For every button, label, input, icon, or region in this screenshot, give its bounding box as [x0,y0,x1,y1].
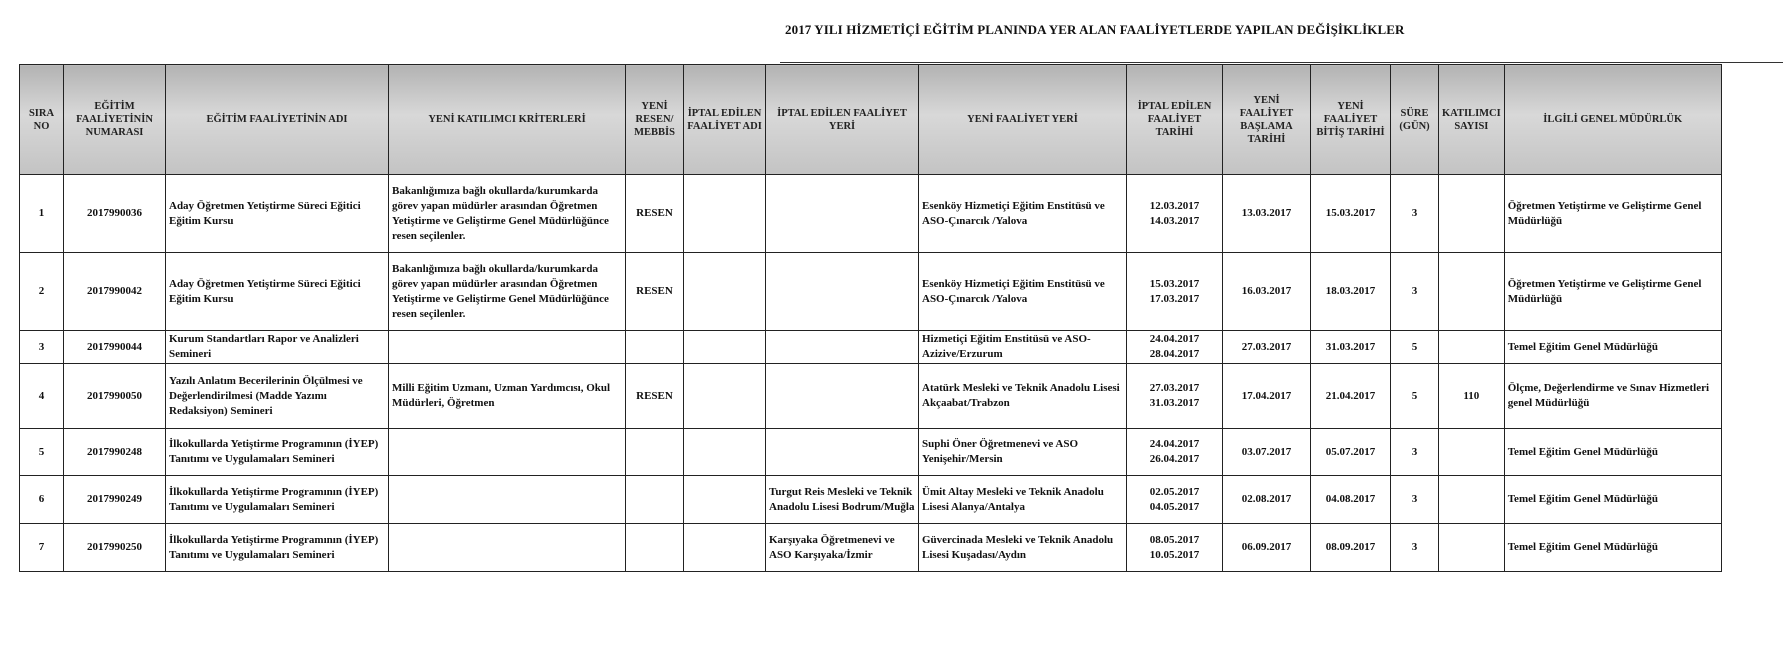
col-header-egitim-no: EĞİTİM FAALİYETİNİN NUMARASI [64,65,166,175]
col-header-resen: YENİ RESEN/ MEBBİS [626,65,684,175]
iptal-tarih-end: 04.05.2017 [1149,500,1200,513]
cell-mudurluk: Temel Eğitim Genel Müdürlüğü [1504,476,1721,524]
iptal-tarih-start: 27.03.2017 [1149,382,1200,394]
cell-iptal-adi [684,476,766,524]
cell-katilimci [1439,476,1505,524]
cell-no: 3 [20,331,64,364]
cell-adi: Aday Öğretmen Yetiştirme Süreci Eğitici Eğitim Kursu [166,175,389,253]
cell-mudurluk: Öğretmen Yetiştirme ve Geliştirme Genel Müdürlüğü [1504,253,1721,331]
cell-bitis: 04.08.2017 [1311,476,1391,524]
cell-resen: RESEN [626,175,684,253]
iptal-tarih-end: 31.03.2017 [1149,397,1200,409]
cell-iptal-tarihi [1127,253,1223,331]
col-header-iptal-adi: İPTAL EDİLEN FAALİYET ADI [684,65,766,175]
cell-resen [626,476,684,524]
iptal-tarih-start: 24.04.2017 [1149,438,1200,450]
col-header-iptal-yeri: İPTAL EDİLEN FAALİYET YERİ [766,65,919,175]
cell-iptal-adi [684,364,766,429]
cell-iptal-tarihi [1127,429,1223,476]
cell-kriter [389,524,626,572]
cell-iptal-adi [684,331,766,364]
cell-katilimci [1439,175,1505,253]
cell-iptal-yeri [766,364,919,429]
cell-adi: İlkokullarda Yetiştirme Programının (İYEP) Tanıtımı ve Uygulamaları Semineri [166,429,389,476]
cell-iptal-tarihi [1127,175,1223,253]
cell-iptal-tarihi [1127,524,1223,572]
iptal-tarih-start: 12.03.2017 [1149,199,1200,212]
col-header-bitis: YENİ FAALİYET BİTİŞ TARİHİ [1311,65,1391,175]
table-row [20,476,1722,524]
cell-iptal-adi [684,524,766,572]
col-header-yeni-yer: YENİ FAALİYET YERİ [919,65,1127,175]
cell-numara: 2017990249 [64,476,166,524]
cell-katilimci [1439,429,1505,476]
iptal-tarih-start: 08.05.2017 [1149,533,1200,546]
col-header-baslama: YENİ FAALİYET BAŞLAMA TARİHİ [1223,65,1311,175]
cell-adi: İlkokullarda Yetiştirme Programının (İYEP) Tanıtımı ve Uygulamaları Semineri [166,476,389,524]
cell-yeni-yer: Ümit Altay Mesleki ve Teknik Anadolu Lisesi Alanya/Antalya [919,476,1127,524]
cell-no: 1 [20,175,64,253]
cell-iptal-yeri [766,253,919,331]
cell-no: 2 [20,253,64,331]
iptal-tarih-start: 15.03.2017 [1149,277,1200,290]
header-row [20,65,1722,175]
iptal-tarih-end: 28.04.2017 [1149,348,1200,360]
iptal-tarih-start: 24.04.2017 [1149,333,1200,345]
table-row [20,253,1722,331]
col-header-mudurluk: İLGİLİ GENEL MÜDÜRLÜK [1504,65,1721,175]
col-header-iptal-tarihi: İPTAL EDİLEN FAALİYET TARİHİ [1127,65,1223,175]
cell-adi: Yazılı Anlatım Becerilerinin Ölçülmesi ve Değerlendirilmesi (Madde Yazımı Redaksiyon) Semineri [166,364,389,429]
col-header-sira-no: SIRA NO [20,65,64,175]
table-row [20,429,1722,476]
cell-kriter [389,429,626,476]
cell-yeni-yer: Suphi Öner Öğretmenevi ve ASO Yenişehir/Mersin [919,429,1127,476]
cell-yeni-yer: Atatürk Mesleki ve Teknik Anadolu Lisesi Akçaabat/Trabzon [919,364,1127,429]
changes-table [19,64,1722,572]
col-header-sure: SÜRE (GÜN) [1391,65,1439,175]
cell-iptal-yeri [766,429,919,476]
cell-baslama: 16.03.2017 [1223,253,1311,331]
cell-numara: 2017990050 [64,364,166,429]
cell-baslama: 03.07.2017 [1223,429,1311,476]
cell-kriter: Bakanlığımıza bağlı okullarda/kurumkarda görev yapan müdürler arasından Öğretmen Yetiştirme ve Geliştirme Genel Müdürlüğünce resen seçilenler. [389,253,626,331]
cell-sure: 3 [1391,524,1439,572]
cell-bitis: 15.03.2017 [1311,175,1391,253]
cell-iptal-yeri [766,175,919,253]
cell-kriter [389,331,626,364]
cell-numara: 2017990036 [64,175,166,253]
cell-no: 7 [20,524,64,572]
col-header-katilimci: KATILIMCI SAYISI [1439,65,1505,175]
iptal-tarih-end: 14.03.2017 [1149,214,1200,227]
table-row [20,331,1722,364]
cell-katilimci [1439,253,1505,331]
cell-iptal-yeri: Karşıyaka Öğretmenevi ve ASO Karşıyaka/İzmir [766,524,919,572]
iptal-tarih-end: 10.05.2017 [1149,548,1200,561]
cell-bitis: 21.04.2017 [1311,364,1391,429]
iptal-tarih-end: 17.03.2017 [1149,292,1200,305]
cell-mudurluk: Öğretmen Yetiştirme ve Geliştirme Genel Müdürlüğü [1504,175,1721,253]
cell-adi: İlkokullarda Yetiştirme Programının (İYEP) Tanıtımı ve Uygulamaları Semineri [166,524,389,572]
title-underline [780,62,1783,63]
cell-bitis: 05.07.2017 [1311,429,1391,476]
table-row [20,364,1722,429]
cell-resen [626,524,684,572]
cell-numara: 2017990250 [64,524,166,572]
cell-iptal-adi [684,253,766,331]
cell-sure: 3 [1391,253,1439,331]
cell-iptal-tarihi [1127,331,1223,364]
cell-resen: RESEN [626,364,684,429]
cell-katilimci [1439,524,1505,572]
cell-baslama: 13.03.2017 [1223,175,1311,253]
cell-baslama: 02.08.2017 [1223,476,1311,524]
cell-no: 5 [20,429,64,476]
cell-yeni-yer: Güvercinada Mesleki ve Teknik Anadolu Lisesi Kuşadası/Aydın [919,524,1127,572]
cell-sure: 5 [1391,331,1439,364]
cell-numara: 2017990042 [64,253,166,331]
cell-iptal-yeri: Turgut Reis Mesleki ve Teknik Anadolu Lisesi Bodrum/Muğla [766,476,919,524]
cell-numara: 2017990044 [64,331,166,364]
cell-bitis: 08.09.2017 [1311,524,1391,572]
cell-no: 6 [20,476,64,524]
cell-adi: Kurum Standartları Rapor ve Analizleri Semineri [166,331,389,364]
cell-adi: Aday Öğretmen Yetiştirme Süreci Eğitici Eğitim Kursu [166,253,389,331]
cell-resen: RESEN [626,253,684,331]
cell-sure: 3 [1391,476,1439,524]
table-row [20,524,1722,572]
cell-katilimci: 110 [1439,364,1505,429]
cell-kriter [389,476,626,524]
cell-baslama: 27.03.2017 [1223,331,1311,364]
cell-iptal-tarihi [1127,476,1223,524]
cell-baslama: 06.09.2017 [1223,524,1311,572]
cell-sure: 3 [1391,429,1439,476]
cell-kriter: Bakanlığımıza bağlı okullarda/kurumkarda görev yapan müdürler arasından Öğretmen Yetiştirme ve Geliştirme Genel Müdürlüğünce resen seçilenler. [389,175,626,253]
cell-yeni-yer: Esenköy Hizmetiçi Eğitim Enstitüsü ve ASO-Çınarcık /Yalova [919,253,1127,331]
cell-bitis: 18.03.2017 [1311,253,1391,331]
iptal-tarih-start: 02.05.2017 [1149,485,1200,498]
cell-kriter: Milli Eğitim Uzmanı, Uzman Yardımcısı, Okul Müdürleri, Öğretmen [389,364,626,429]
cell-katilimci [1439,331,1505,364]
cell-resen [626,429,684,476]
cell-yeni-yer: Hizmetiçi Eğitim Enstitüsü ve ASO-Azizive/Erzurum [919,331,1127,364]
cell-no: 4 [20,364,64,429]
cell-baslama: 17.04.2017 [1223,364,1311,429]
cell-mudurluk: Temel Eğitim Genel Müdürlüğü [1504,524,1721,572]
cell-sure: 5 [1391,364,1439,429]
cell-iptal-adi [684,175,766,253]
cell-resen [626,331,684,364]
cell-mudurluk: Temel Eğitim Genel Müdürlüğü [1504,331,1721,364]
table-row [20,175,1722,253]
cell-iptal-yeri [766,331,919,364]
cell-mudurluk: Temel Eğitim Genel Müdürlüğü [1504,429,1721,476]
cell-sure: 3 [1391,175,1439,253]
iptal-tarih-end: 26.04.2017 [1149,453,1200,465]
cell-iptal-adi [684,429,766,476]
cell-numara: 2017990248 [64,429,166,476]
cell-bitis: 31.03.2017 [1311,331,1391,364]
document-title: 2017 YILI HİZMETİÇİ EĞİTİM PLANINDA YER ALAN FAALİYETLERDE YAPILAN DEĞİŞİKLİKLER [785,22,1405,37]
col-header-kriterler: YENİ KATILIMCI KRİTERLERİ [389,65,626,175]
cell-mudurluk: Ölçme, Değerlendirme ve Sınav Hizmetleri genel Müdürlüğü [1504,364,1721,429]
cell-iptal-tarihi [1127,364,1223,429]
col-header-egitim-adi: EĞİTİM FAALİYETİNİN ADI [166,65,389,175]
cell-yeni-yer: Esenköy Hizmetiçi Eğitim Enstitüsü ve ASO-Çınarcık /Yalova [919,175,1127,253]
